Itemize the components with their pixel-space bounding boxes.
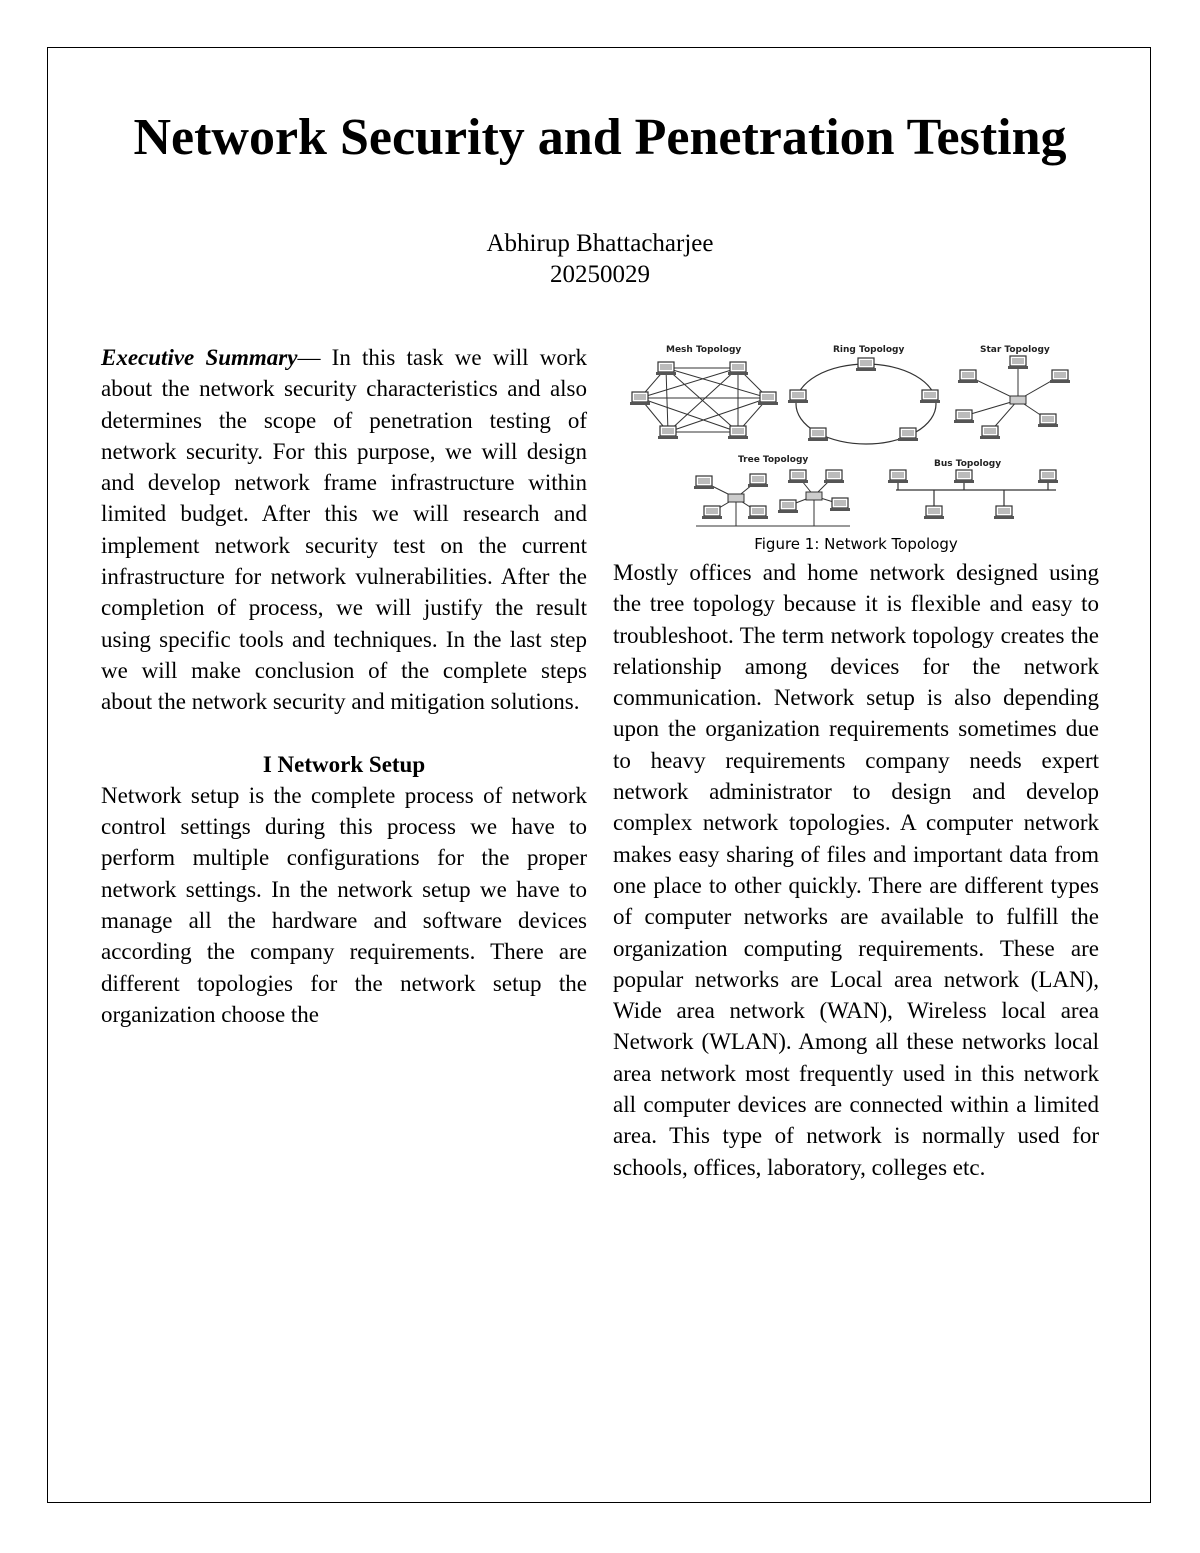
network-topology-figure [628,340,1080,530]
right-column [613,557,1099,1183]
mesh-topology-diagram [630,345,778,439]
executive-summary [101,342,587,718]
author-block [0,228,1200,290]
summary-text: In this task we will work about the network security characteristics and also determines the scope of penetration testing of network security. For this purpose, we will design and develop network frame infrastructure within limited budget. After this we will research and implement network security test on the current infrastructure for network vulnerabilities. After the completion of process, we will justify the result using specific tools and techniques. In the last step we will make conclusion of the complete steps about the network security and mitigation solutions. [101,345,587,715]
summary-dash: — [297,345,321,370]
star-label: Star Topology [980,345,1050,355]
right-column-body: Mostly offices and home network designed using the tree topology because it is flexible and easy to troubleshoot. The term network topology creates the relationship among devices for the network communication. Network setup is also depending upon the organization requirements sometimes due to heavy requirements company needs expert network administrator to design and develop complex network topologies. A computer network makes easy sharing of files and important data from one place to other quickly. There are different types of computer networks are available to fulfill the organization computing requirements. These are popular networks are Local area network (LAN), Wide area network (WAN), Wireless local area Network (WLAN). Among all these networks local area network most frequently used in this network all computer devices are connected within a limited area. This type of network is normally used for schools, offices, laboratory, colleges etc. [613,560,1099,1180]
ring-label: Ring Topology [833,345,905,355]
left-column [101,342,587,1030]
summary-lead: Executive Summary [101,345,298,370]
author-id: 20250029 [550,261,650,288]
ring-topology-diagram [788,345,940,444]
bus-label: Bus Topology [934,459,1002,469]
tree-topology-diagram [694,455,850,526]
mesh-label: Mesh Topology [666,345,742,355]
section-heading-network-setup: I Network Setup [262,751,426,777]
star-topology-diagram [954,345,1070,439]
section-body-network-setup: Network setup is the complete process of network control settings during this process we have to perform multiple configurations for the proper network settings. In the network setup we have to manage all the hardware and software devices according the company requirements. There are different topologies for the network setup the organization choose the [101,782,587,1027]
bus-topology-diagram [888,459,1058,519]
author-name: Abhirup Bhattacharjee [486,230,714,257]
paper-title: Network Security and Penetration Testing [133,109,1067,166]
tree-label: Tree Topology [738,455,809,465]
figure-caption: Figure 1: Network Topology [754,535,958,553]
